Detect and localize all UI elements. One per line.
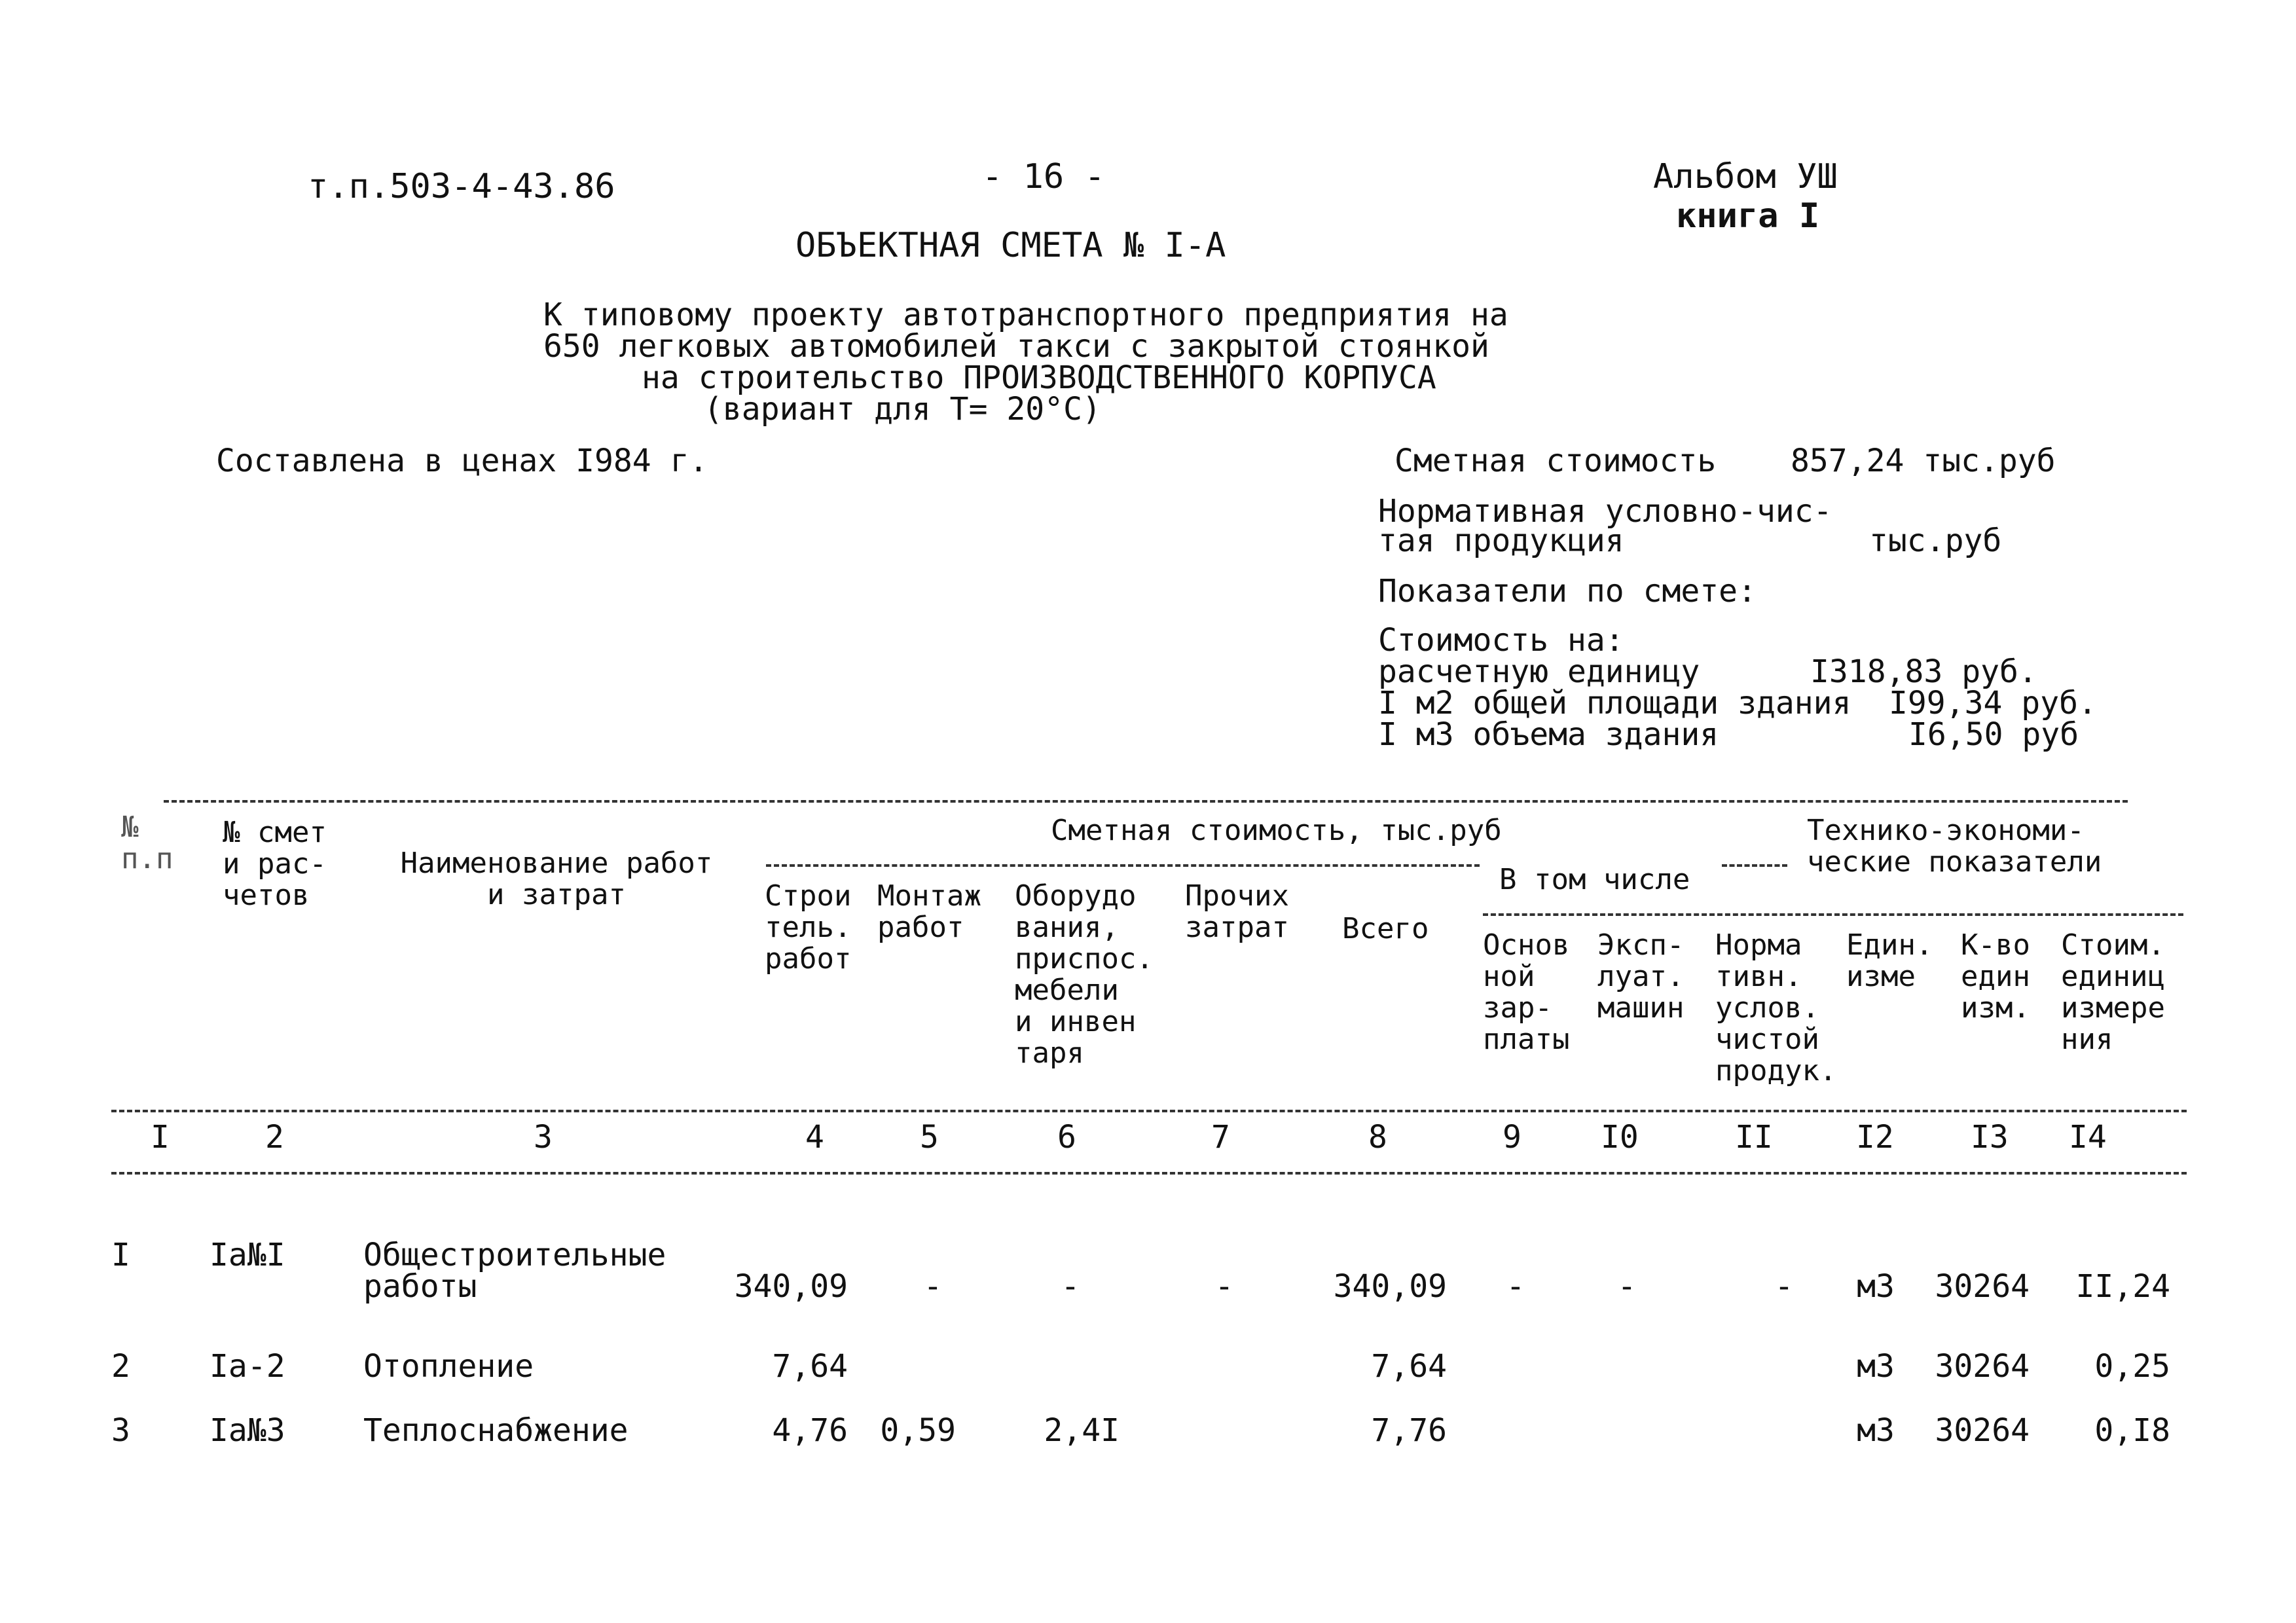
title-line-1: К типовому проекту автотранспортного предприятия на	[543, 297, 1508, 333]
column-number: I3	[1971, 1119, 2009, 1156]
construction-cost: 7,64	[772, 1348, 848, 1385]
other-cost: -	[1214, 1268, 1234, 1305]
header-machines: Эксп- луат. машин	[1597, 928, 1685, 1025]
header-row-number: № п.п	[121, 811, 173, 875]
column-number: 2	[265, 1119, 284, 1156]
header-including: В том числе	[1499, 863, 1690, 896]
quantity: 30264	[1935, 1412, 2030, 1449]
estimated-cost-value: 857,24 тыс.руб	[1791, 443, 2056, 479]
document-code: т.п.503-4-43.86	[308, 167, 615, 206]
header-quantity: К-во един изм.	[1961, 928, 2030, 1025]
estimated-cost-label: Сметная стоимость	[1394, 443, 1717, 479]
header-estimate-number: № смет и рас- четов	[223, 816, 327, 912]
header-base-salary: Основ ной зар- платы	[1483, 928, 1570, 1056]
column-number: I2	[1856, 1119, 1894, 1156]
cost-on-label: Стоимость на:	[1378, 622, 1624, 659]
prices-note: Составлена в ценах I984 г.	[216, 443, 708, 479]
quantity: 30264	[1935, 1268, 2030, 1305]
work-name: Теплоснабжение	[363, 1412, 629, 1449]
estimate-title: ОБЪЕКТНАЯ СМЕТА № I-А	[795, 226, 1226, 265]
assembly-cost: 0,59	[880, 1412, 956, 1449]
header-cost-group: Сметная стоимость, тыс.руб	[1051, 814, 1502, 847]
work-name: Общестроительные	[363, 1237, 666, 1273]
header-unit-cost: Стоим. единиц измере ния	[2061, 928, 2165, 1056]
column-number: I4	[2069, 1119, 2107, 1156]
estimate-code: Iа-2	[210, 1348, 285, 1385]
per-m3-label: I м3 объема здания	[1378, 716, 1719, 753]
header-unit: Един. изме	[1846, 928, 1933, 993]
subgroup-rule	[1483, 913, 2183, 916]
indicators-label: Показатели по смете:	[1378, 573, 1757, 610]
column-number: 3	[534, 1119, 553, 1156]
base-salary: -	[1506, 1268, 1525, 1305]
row-number: I	[111, 1237, 130, 1273]
header-bottom-rule	[111, 1110, 2187, 1112]
book-label: книга I	[1676, 196, 1820, 236]
unit: м3	[1857, 1348, 1895, 1385]
normative-unit: тыс.руб	[1869, 522, 2002, 559]
column-number: 4	[805, 1119, 824, 1156]
unit-cost: II,24	[2075, 1268, 2170, 1305]
construction-cost: 4,76	[772, 1412, 848, 1449]
album-label: Альбом УШ	[1653, 157, 1838, 196]
per-m2-label: I м2 общей площади здания	[1378, 685, 1851, 721]
column-number: II	[1735, 1119, 1773, 1156]
column-number: 6	[1057, 1119, 1076, 1156]
equipment-cost: -	[1061, 1268, 1080, 1305]
page-number: - 16 -	[982, 157, 1105, 196]
quantity: 30264	[1935, 1348, 2030, 1385]
estimate-code: Iа№I	[210, 1237, 285, 1273]
header-total: Всего	[1342, 912, 1429, 945]
header-tech-group: Технико-экономи- ческие показатели	[1807, 814, 2102, 879]
per-m3-value: I6,50 руб	[1908, 716, 2079, 753]
title-line-3: на строительство ПРОИЗВОДСТВЕННОГО КОРПУСА	[642, 359, 1436, 396]
per-m2-value: I99,34 руб.	[1889, 685, 2097, 721]
unit: м3	[1857, 1268, 1895, 1305]
unit: м3	[1857, 1412, 1895, 1449]
title-line-4: (вариант для Т= 20°С)	[704, 391, 1101, 428]
cost-group-rule-right	[1722, 864, 1787, 867]
column-number: I	[151, 1119, 170, 1156]
table-top-rule	[164, 800, 2128, 803]
column-numbers-rule	[111, 1172, 2187, 1175]
estimate-code: Iа№3	[210, 1412, 285, 1449]
column-number: 8	[1368, 1119, 1387, 1156]
total-cost: 7,64	[1371, 1348, 1447, 1385]
header-equipment: Оборудо вания, приспос. мебели и инвен таря	[1015, 879, 1154, 1070]
row-number: 3	[111, 1412, 130, 1449]
column-number: 7	[1211, 1119, 1230, 1156]
total-cost: 340,09	[1333, 1268, 1447, 1305]
column-number: I0	[1601, 1119, 1639, 1156]
header-norm-product: Норма тивн. услов. чистой продук.	[1715, 928, 1837, 1087]
unit-cost: 0,25	[2094, 1348, 2170, 1385]
unit-cost: 0,I8	[2094, 1412, 2170, 1449]
cost-group-rule-left	[766, 864, 1480, 867]
row-number: 2	[111, 1348, 130, 1385]
column-number: 9	[1503, 1119, 1522, 1156]
total-cost: 7,76	[1371, 1412, 1447, 1449]
normative-label-2: тая продукция	[1378, 522, 1624, 559]
per-unit-value: I318,83 руб.	[1810, 653, 2037, 690]
header-construction: Строи тель. работ	[765, 879, 852, 976]
work-name: Отопление	[363, 1348, 534, 1385]
header-assembly: Монтаж работ	[877, 879, 981, 944]
per-unit-label: расчетную единицу	[1378, 653, 1700, 690]
construction-cost: 340,09	[734, 1268, 848, 1305]
header-work-name: Наименование работ и затрат	[400, 847, 713, 911]
normative-product: -	[1774, 1268, 1794, 1305]
equipment-cost: 2,4I	[1044, 1412, 1120, 1449]
normative-label-1: Нормативная условно-чис-	[1378, 493, 1832, 530]
assembly-cost: -	[923, 1268, 943, 1305]
title-line-2: 650 легковых автомобилей такси с закрытой стоянкой	[543, 328, 1489, 365]
header-other: Прочих затрат	[1185, 879, 1289, 944]
work-name-cont: работы	[363, 1268, 477, 1305]
column-number: 5	[920, 1119, 939, 1156]
machine-operation: -	[1617, 1268, 1637, 1305]
